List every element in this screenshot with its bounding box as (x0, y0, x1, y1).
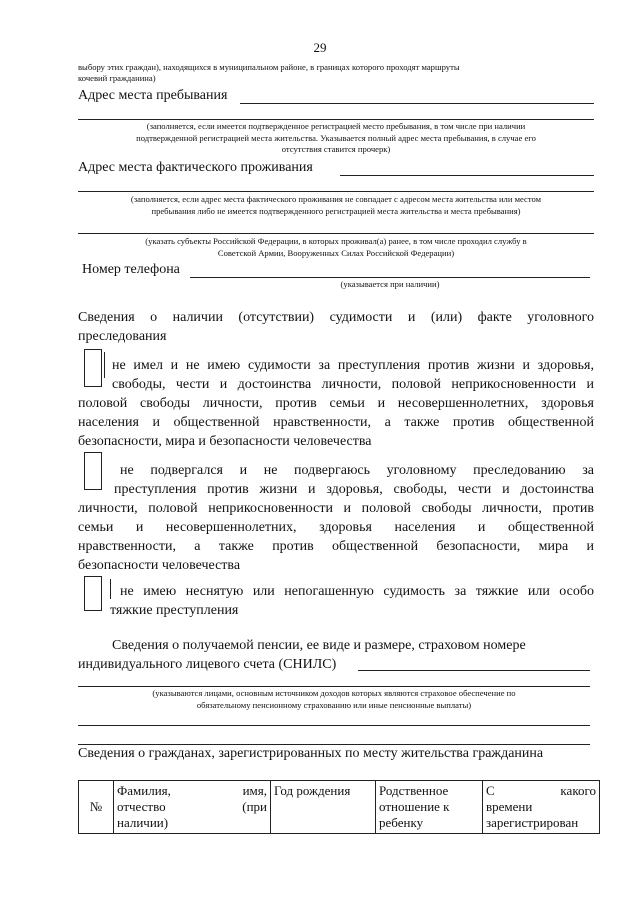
header-number: № (79, 781, 114, 834)
no-grave-conviction-text (78, 582, 594, 620)
intro-line-1: выбору этих граждан), находящихся в муниципальном районе, в границах которого проходят маршруты (78, 62, 460, 72)
option3-line-2: тяжкие преступления (110, 603, 239, 618)
stay-address-hint-line-2: подтвержденной регистрацией места жительства. Указывается полный адрес места пребывания, в случае его (136, 132, 536, 143)
option2-line-2: преступления против жизни и здоровья, свободы, чести и достоинства (114, 482, 594, 497)
no-prosecution-text (78, 461, 594, 575)
registered-citizens-table (78, 780, 600, 834)
stay-address-label: Адрес места пребывания (78, 88, 228, 103)
header-full-name (114, 781, 271, 834)
pension-line-2: индивидуального лицевого счета (СНИЛС) (78, 657, 337, 672)
header-name-line-1: Фамилия, имя, (117, 783, 267, 798)
option2-line-1: не подвергался и не подвергаюсь уголовному преследованию за (120, 463, 594, 478)
stay-address-hint-line-1: (заполняется, если имеется подтвержденное регистрацией место пребывания, в том числе при наличии (146, 121, 526, 131)
snils-field[interactable] (358, 670, 590, 671)
intro-text (78, 62, 598, 84)
option1-line-1: не имел и не имею судимости за преступления против жизни и здоровья, (112, 358, 594, 373)
header-rel-line-2: отношение к (379, 799, 450, 814)
option1-line-2: свободы, чести и достоинства личности, половой неприкосновенности и (112, 377, 594, 392)
actual-address-field-line-2[interactable] (78, 191, 594, 192)
page-number: 29 (313, 40, 327, 55)
header-rel-line-1: Родственное (379, 783, 449, 798)
header-since-line-1: С какого (486, 783, 596, 798)
actual-address-hint (78, 194, 594, 217)
header-registered-since (483, 781, 600, 834)
criminal-section-title (78, 308, 594, 346)
header-birth-year: Год рождения (271, 781, 376, 834)
pension-hint (78, 688, 590, 711)
former-subjects-hint-line-1: (указать субъекты Российской Федерации, в которых проживал(а) ранее, в том числе проходил службу в (145, 236, 527, 246)
actual-address-label: Адрес места фактического проживания (78, 160, 313, 175)
option2-line-6: безопасности человечества (78, 558, 241, 573)
pension-line-1: Сведения о получаемой пенсии, ее виде и размере, страховом номере (112, 638, 526, 653)
option2-line-5: нравственности, а также против общественной безопасности, мира и (78, 539, 594, 554)
pension-field-line-3[interactable] (78, 725, 590, 726)
criminal-title-line-1: Сведения о наличии (отсутствии) судимости и (или) факте уголовного (78, 310, 594, 325)
table-header-row (79, 781, 600, 834)
header-name-line-3: наличии) (117, 815, 169, 830)
criminal-title-line-2: преследования (78, 329, 167, 344)
phone-hint: (указывается при наличии) (340, 279, 440, 289)
header-name-line-2: отчество (при (117, 799, 267, 814)
stay-address-hint-line-3: отсутствия ставится прочерк) (281, 144, 391, 154)
phone-field[interactable] (190, 277, 590, 278)
header-since-line-3: зарегистрирован (486, 815, 579, 830)
former-subjects-hint-line-2: Советской Армии, Вооруженных Силах Российской Федерации) (217, 247, 455, 258)
former-subjects-field[interactable] (78, 233, 594, 234)
option2-line-4: семьи и несовершеннолетних, здоровья населения и общественной (78, 520, 594, 535)
header-since-line-2: времени (486, 799, 533, 814)
stay-address-field[interactable] (240, 103, 594, 104)
option3-line-1: не имею неснятую или непогашенную судимость за тяжкие или особо (120, 584, 594, 599)
pension-hint-line-1: (указываются лицами, основным источником доходов которых являются страховое обеспечение по (152, 688, 516, 698)
header-rel-line-3: ребенку (379, 815, 424, 830)
pension-field-line-2[interactable] (78, 686, 590, 687)
registered-citizens-title: Сведения о гражданах, зарегистрированных по месту жительства гражданина (78, 746, 544, 761)
actual-address-hint-line-2: пребывания либо не имеется подтвержденного регистрацией места жительства и места пребывания) (151, 205, 521, 216)
option1-line-5: безопасности, мира и безопасности человечества (78, 434, 372, 449)
intro-line-2: кочевий гражданина) (78, 73, 156, 83)
header-relationship (376, 781, 483, 834)
no-conviction-text (78, 356, 594, 451)
actual-address-hint-line-1: (заполняется, если адрес места фактического проживания не совпадает с адресом места жительства или местом (130, 194, 542, 204)
stay-address-hint (78, 121, 594, 156)
option1-line-4: населения и общественной нравственности, а также против общественной (78, 415, 594, 430)
option2-line-3: личности, половой неприкосновенности и половой свободы личности, против (78, 501, 594, 516)
stay-address-field-line-2[interactable] (78, 119, 594, 120)
phone-label: Номер телефона (82, 262, 180, 277)
pension-hint-line-2: обязательному пенсионному страхованию или иные пенсионные выплаты) (196, 699, 472, 710)
option1-line-3: половой свободы личности, против семьи и несовершеннолетних, здоровья (78, 396, 594, 411)
former-subjects-hint (78, 236, 594, 259)
actual-address-field[interactable] (340, 175, 594, 176)
